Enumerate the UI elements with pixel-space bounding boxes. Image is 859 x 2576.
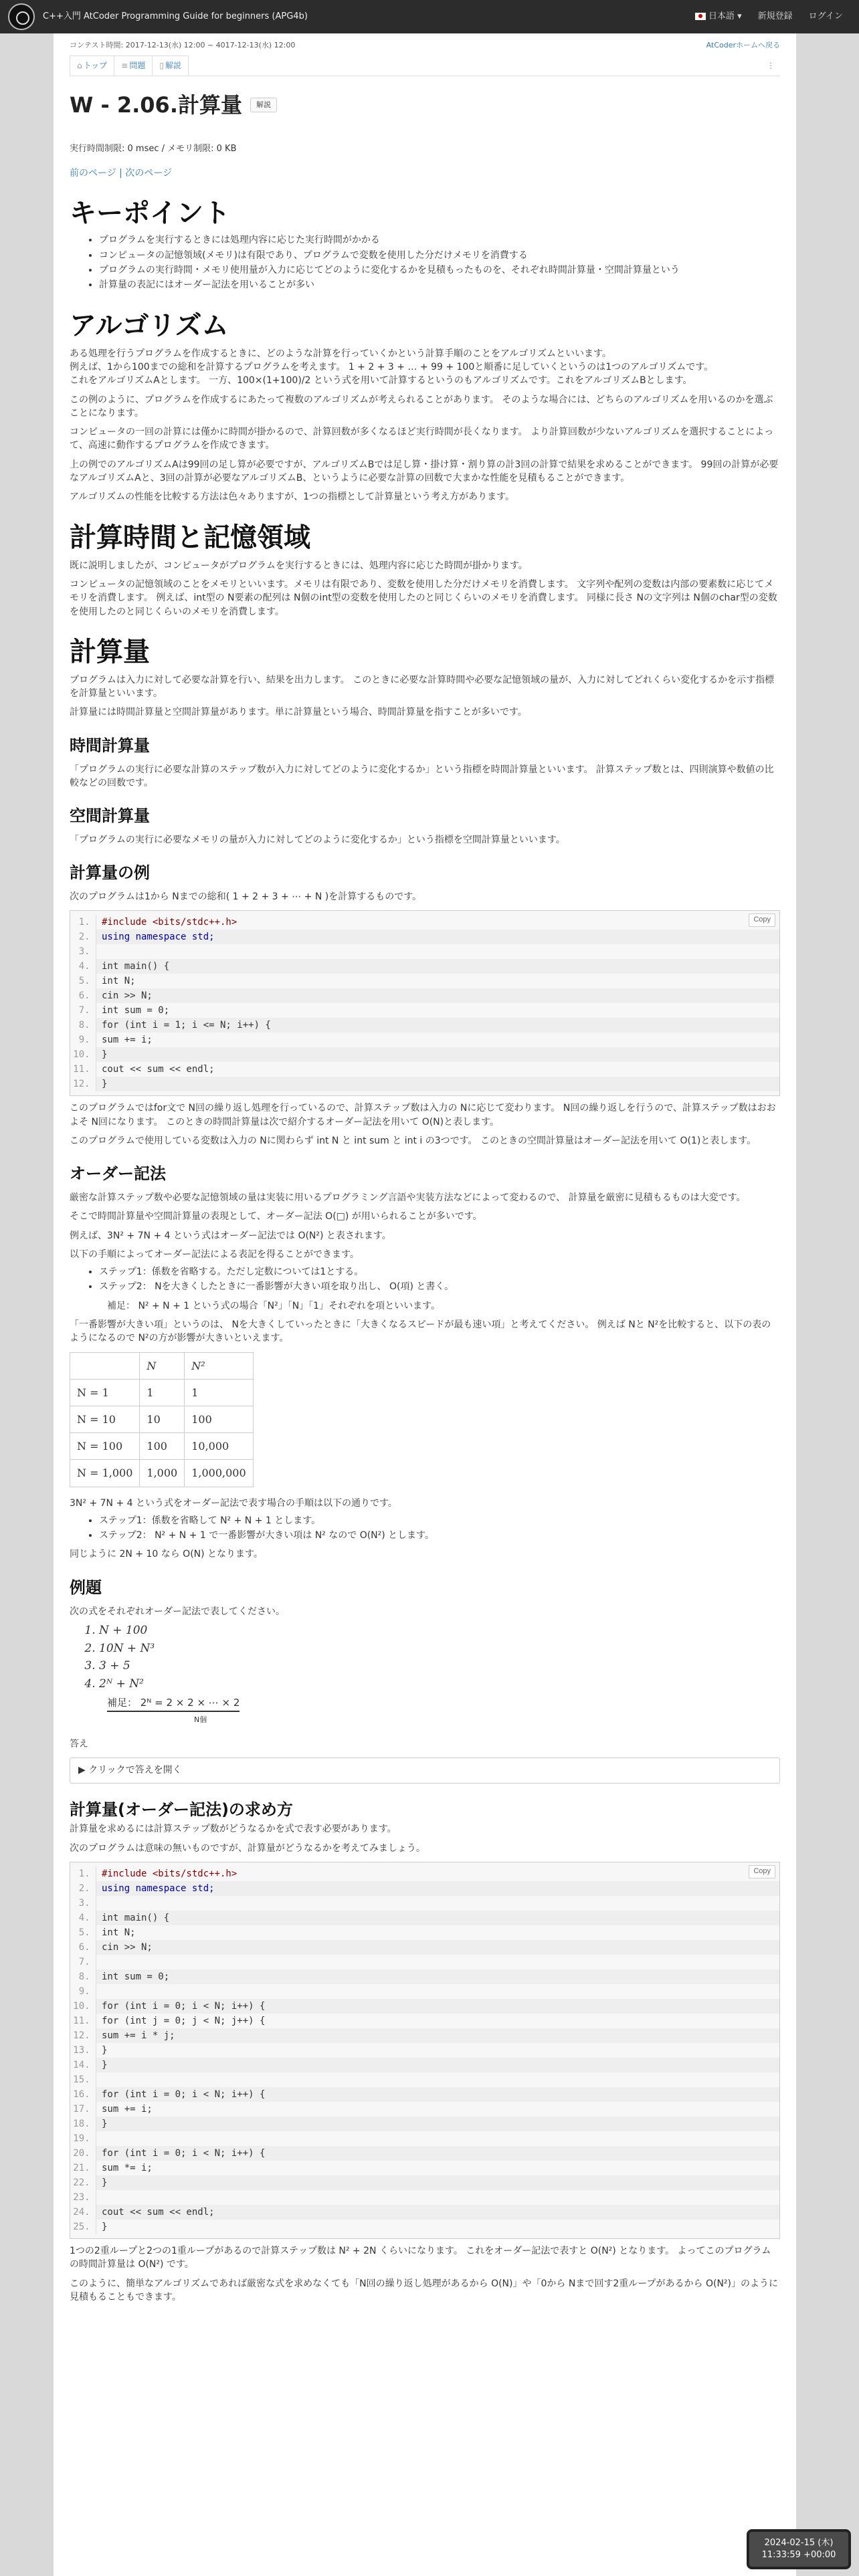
code-line: 2. using namespace std; bbox=[96, 930, 779, 944]
paragraph: これをアルゴリズムAとします。 一方、100×(1+100)/2 という式を用いて計算するというのもアルゴリズムです。これをアルゴリズムBとします。 bbox=[70, 375, 692, 387]
code-line: 6. cin >> N; bbox=[96, 988, 779, 1003]
code-line: 10. } bbox=[96, 1047, 779, 1062]
table-row: N = 100 100 10,000 bbox=[70, 1433, 254, 1460]
page-nav: 前のページ | 次のページ bbox=[70, 168, 173, 179]
code-line: 7. int sum = 0; bbox=[96, 1003, 779, 1018]
code-line: 14. } bbox=[96, 2058, 779, 2072]
heading-complexity: 計算量 bbox=[70, 636, 150, 667]
code-line: 10. for (int i = 0; i < N; i++) { bbox=[96, 1999, 779, 2014]
limits: 実行時間制限: 0 msec / メモリ制限: 0 KB bbox=[70, 144, 237, 154]
list-icon: ≡ bbox=[121, 60, 128, 70]
copy-button[interactable]: Copy bbox=[749, 1865, 775, 1879]
code-block bbox=[70, 1862, 780, 2239]
list-item: • ステップ2： N² + N + 1 で一番影響が大きい項は N² なので O(N²) とします。 bbox=[99, 1529, 780, 1542]
login-link[interactable]: ログイン bbox=[808, 11, 843, 21]
code-line: 11. for (int j = 0; j < N; j++) { bbox=[96, 2014, 779, 2028]
atcoder-logo-icon[interactable] bbox=[8, 3, 35, 30]
code-lines bbox=[70, 1862, 779, 2238]
note: 補足： 2ᴺ = 2 × 2 × ⋯ × 2 N個 bbox=[107, 1697, 240, 1725]
code-line: 1. #include <bits/stdc++.h> bbox=[96, 915, 779, 930]
paragraph: この例のように、プログラムを作成するにあたって複数のアルゴリズムが考えられることがあります。 そのような場合には、どちらのアルゴリズムを用いるのかを選ぶことになります。 bbox=[70, 394, 773, 419]
code-line bbox=[96, 1955, 779, 1969]
code-line bbox=[96, 944, 779, 959]
more-icon[interactable]: ⋮ bbox=[767, 60, 775, 70]
list-item: • コンピュータの記憶領域(メモリ)は有限であり、プログラムで変数を使用した分だけメモリを消費する bbox=[99, 249, 780, 262]
list-item: • プログラムの実行時間・メモリ使用量が入力に応じてどのように変化するかを見積もったものを、それぞれ時間計算量・空間計算量という bbox=[99, 263, 780, 277]
list-item: 2. 10N + N³ bbox=[99, 1640, 780, 1657]
steps-list bbox=[99, 1265, 780, 1294]
next-link[interactable]: 次のページ bbox=[125, 168, 173, 179]
home-link[interactable]: AtCoderホームへ戻る bbox=[706, 41, 780, 49]
code-line: 8. for (int i = 1; i <= N; i++) { bbox=[96, 1018, 779, 1033]
home-icon: ⌂ bbox=[77, 60, 82, 70]
code-line: 5. int N; bbox=[96, 974, 779, 988]
note: 補足： N² + N + 1 という式の場合「N²」「N」「1」それぞれを項といいます。 bbox=[107, 1300, 440, 1311]
heading-time-memory: 計算時間と記憶領域 bbox=[70, 522, 310, 553]
japan-flag-icon bbox=[695, 13, 706, 20]
paragraph: 1つの2重ループと2つの1重ループがあるので計算ステップ数は N² + 2N くらいになります。 これをオーダー記法で表すと O(N²) となります。 よってこのプログラムの時間計算量は O(N²) です。 bbox=[70, 2245, 771, 2270]
heading-order-notation: オーダー記法 bbox=[70, 1164, 166, 1184]
code-line: 4. int main() { bbox=[96, 1911, 779, 1925]
code-line: 2. using namespace std; bbox=[96, 1881, 779, 1896]
paragraph: 以下の手順によってオーダー記法による表記を得ることができます。 bbox=[70, 1249, 359, 1260]
list-item: • 計算量の表記にはオーダー記法を用いることが多い bbox=[99, 278, 780, 292]
code-line: 24. cout << sum << endl; bbox=[96, 2205, 779, 2220]
code-line bbox=[96, 1984, 779, 1999]
comparison-table: N N² N = 1 1 1 N = 10 10 100 N = 100 100 10,000 N = 1,000 1,000 1,000,000 bbox=[70, 1352, 254, 1487]
contest-period: コンテスト時間: 2017-12-13(水) 12:00 ~ 4017-12-13(水) 12:00 bbox=[70, 41, 296, 49]
heading-keypoint: キーポイント bbox=[70, 198, 230, 229]
heading-exercise: 例題 bbox=[70, 1578, 102, 1597]
tab-editorial[interactable]: ▯ 解説 bbox=[152, 56, 189, 76]
paragraph: ある処理を行うプログラムを作成するときに、どのような計算を行っていくかという計算手順のことをアルゴリズムといいます。 bbox=[70, 348, 611, 359]
heading-example: 計算量の例 bbox=[70, 863, 150, 883]
code-line: 18. } bbox=[96, 2117, 779, 2131]
paragraph: 次の式をそれぞれオーダー記法で表してください。 bbox=[70, 1606, 285, 1617]
copy-button[interactable]: Copy bbox=[749, 914, 775, 927]
code-line: 22. } bbox=[96, 2175, 779, 2190]
paragraph: 「プログラムの実行に必要なメモリの量が入力に対してどのように変化するか」という指標を空間計算量といいます。 bbox=[70, 834, 565, 845]
register-link[interactable]: 新規登録 bbox=[757, 11, 793, 21]
paragraph: プログラムは入力に対して必要な計算を行い、結果を出力します。 このときに必要な計算時間や必要な記憶領域の量が、入力に対してどれくらい変化するかを示す指標を計算量といいます。 bbox=[70, 674, 775, 700]
list-item: • ステップ1：係数を省略する。ただし定数については1とする。 bbox=[99, 1265, 780, 1279]
paragraph: 3N² + 7N + 4 という式をオーダー記法で表す場合の手順は以下の通りです。 bbox=[70, 1497, 397, 1509]
answer-toggle[interactable]: ▶ クリックで答えを開く bbox=[70, 1757, 780, 1783]
clock-widget: 2024-02-15 (木) 11:33:59 +00:00 bbox=[747, 2529, 851, 2569]
steps-list bbox=[99, 1514, 780, 1543]
paragraph: 次のプログラムは1から Nまでの総和( 1 + 2 + 3 + ⋯ + N )を計算するものです。 bbox=[70, 891, 422, 902]
code-line bbox=[96, 2072, 779, 2087]
list-item: 3. 3 + 5 bbox=[99, 1658, 780, 1675]
page-title: W - 2.06.計算量 解説 bbox=[70, 90, 780, 120]
book-icon: ▯ bbox=[159, 60, 164, 70]
tab-top[interactable]: ⌂ トップ bbox=[70, 56, 114, 76]
list-item: 1. N + 100 bbox=[99, 1622, 780, 1639]
code-line bbox=[96, 2190, 779, 2205]
table-row: N = 1 1 1 bbox=[70, 1379, 254, 1406]
paragraph: 上の例でのアルゴリズムAは99回の足し算が必要ですが、アルゴリズムBでは足し算・掛け算・割り算の計3回の計算で結果を求めることができます。 99回の計算が必要なアルゴリズムAと、3回の計算が必要なアルゴリズムB、というように必要な計算の回数で大まかな性能を見積もることができます。 bbox=[70, 459, 779, 484]
paragraph: 「プログラムの実行に必要な計算のステップ数が入力に対してどのように変化するか」という指標を時間計算量といいます。 計算ステップ数とは、四則演算や数値の比較などの回数です。 bbox=[70, 764, 774, 788]
contest-title[interactable]: C++入門 AtCoder Programming Guide for beginners (APG4b) bbox=[43, 11, 308, 21]
explain-button[interactable]: 解説 bbox=[250, 98, 277, 112]
code-block bbox=[70, 910, 780, 1096]
paragraph: 既に説明しましたが、コンピュータがプログラムを実行するときには、処理内容に応じた時間が掛かります。 bbox=[70, 560, 528, 571]
keypoint-list bbox=[99, 233, 780, 292]
code-lines bbox=[70, 911, 779, 1095]
language-select[interactable]: 日本語 ▾ bbox=[695, 11, 742, 23]
paragraph: 例えば、1から100までの総和を計算するプログラムを考えます。 1 + 2 + 3 + … + 99 + 100と順番に足していくというのは1つのアルゴリズムです。 bbox=[70, 361, 714, 372]
code-line: 5. int N; bbox=[96, 1925, 779, 1940]
answer-label: 答え bbox=[70, 1738, 88, 1749]
paragraph: 同じように 2N + 10 なら O(N) となります。 bbox=[70, 1549, 263, 1560]
code-line: 12. sum += i * j; bbox=[96, 2028, 779, 2043]
paragraph: このように、簡単なアルゴリズムであれば厳密な式を求めなくても「N回の繰り返し処理があるから O(N)」や「0から Nまで回す2重ループがあるから O(N²)」のように見積もることもできます。 bbox=[70, 2278, 779, 2302]
heading-algorithm: アルゴリズム bbox=[70, 310, 229, 341]
paragraph: このプログラムで使用している変数は入力の Nに関わらず int N と int sum と int i の3つです。 このときの空間計算量はオーダー記法を用いて O(1)と表します。 bbox=[70, 1135, 757, 1146]
code-line: 6. cin >> N; bbox=[96, 1940, 779, 1955]
prev-link[interactable]: 前のページ bbox=[70, 168, 116, 179]
code-line: 16. for (int i = 0; i < N; i++) { bbox=[96, 2087, 779, 2102]
code-line: 17. sum += i; bbox=[96, 2102, 779, 2117]
code-line: 8. int sum = 0; bbox=[96, 1969, 779, 1984]
code-line: 12. } bbox=[96, 1077, 779, 1091]
list-item: • ステップ1：係数を省略して N² + N + 1 とします。 bbox=[99, 1514, 780, 1527]
paragraph: 計算量には時間計算量と空間計算量があります。単に計算量という場合、時間計算量を指すことが多いです。 bbox=[70, 707, 527, 718]
paragraph: アルゴリズムの性能を比較する方法は色々ありますが、1つの指標として計算量という考え方があります。 bbox=[70, 492, 514, 503]
table-row: N = 10 10 100 bbox=[70, 1406, 254, 1433]
tab-problems[interactable]: ≡ 問題 bbox=[114, 56, 153, 76]
code-line: 21. sum *= i; bbox=[96, 2161, 779, 2175]
paragraph: コンピュータの記憶領域のことをメモリといいます。メモリは有限であり、変数を使用した分だけメモリを消費します。 文字列や配列の変数は内部の要素数に応じてメモリを消費します。 例えば、int型の N要素の配列は N個のint型の変数を使用したのと同じくらいのメモリを消費します。 同様に長さ Nの文字列は N個のchar型の変数を使用したのと同じくらいのメモリを消費します。 bbox=[70, 578, 777, 617]
paragraph: 計算量を求めるには計算ステップ数がどうなるかを式で表す必要があります。 bbox=[70, 1824, 397, 1835]
paragraph: 次のプログラムは意味の無いものですが、計算量がどうなるかを考えてみましょう。 bbox=[70, 1842, 425, 1854]
paragraph: 「一番影響が大きい項」というのは、 Nを大きくしていったときに「大きくなるスピードが最も速い項」と考えてください。 例えば Nと N²を比較すると、以下の表のようになるので N²の方が影響が大きいといえます。 bbox=[70, 1319, 771, 1344]
paragraph: コンピュータの一回の計算には僅かに時間が掛かるので、計算回数が多くなるほど実行時間が長くなります。 より計算回数が少ないアルゴリズムを選択することによって、高速に動作するプログラムを作成できます。 bbox=[70, 427, 774, 451]
heading-how-to-compute: 計算量(オーダー記法)の求め方 bbox=[70, 1800, 293, 1819]
code-line bbox=[96, 1896, 779, 1911]
paragraph: 厳密な計算ステップ数や必要な記憶領域の量は実装に用いるプログラミング言語や実装方法などによって変わるので、 計算量を厳密に見積もるものは大変です。 bbox=[70, 1192, 746, 1203]
code-line: 11. cout << sum << endl; bbox=[96, 1062, 779, 1077]
exercise-list bbox=[99, 1622, 780, 1693]
list-item: 4. 2ᴺ + N² bbox=[99, 1676, 780, 1693]
code-line: 20. for (int i = 0; i < N; i++) { bbox=[96, 2146, 779, 2161]
code-line: 4. int main() { bbox=[96, 959, 779, 974]
navbar bbox=[0, 0, 859, 33]
tab-bar bbox=[70, 56, 780, 76]
code-line bbox=[96, 2131, 779, 2146]
paragraph: そこで時間計算量や空間計算量の表現として、オーダー記法 O(□) が用いられることが多いです。 bbox=[70, 1211, 482, 1222]
heading-space-complexity: 空間計算量 bbox=[70, 807, 150, 826]
paragraph: このプログラムではfor文で N回の繰り返し処理を行っているので、計算ステップ数は入力の Nに応じて変わります。 N回の繰り返しを行うので、計算ステップ数はおおよそ N回になります。 このときの時間計算量は次で紹介するオーダー記法を用いて O(N)と表します。 bbox=[70, 1103, 776, 1128]
code-line: 9. sum += i; bbox=[96, 1033, 779, 1047]
list-item: • プログラムを実行するときには処理内容に応じた実行時間がかかる bbox=[99, 233, 780, 247]
list-item: • ステップ2： Nを大きくしたときに一番影響が大きい項を取り出し、 O(項) と書く。 bbox=[99, 1280, 780, 1293]
code-line: 1. #include <bits/stdc++.h> bbox=[96, 1866, 779, 1881]
code-line: 13. } bbox=[96, 2043, 779, 2058]
paragraph: 例えば、3N² + 7N + 4 という式はオーダー記法では O(N²) と表されます。 bbox=[70, 1230, 391, 1241]
code-line: 25. } bbox=[96, 2220, 779, 2234]
heading-time-complexity: 時間計算量 bbox=[70, 736, 150, 755]
main-content bbox=[54, 33, 796, 2576]
table-row: N = 1,000 1,000 1,000,000 bbox=[70, 1460, 254, 1487]
